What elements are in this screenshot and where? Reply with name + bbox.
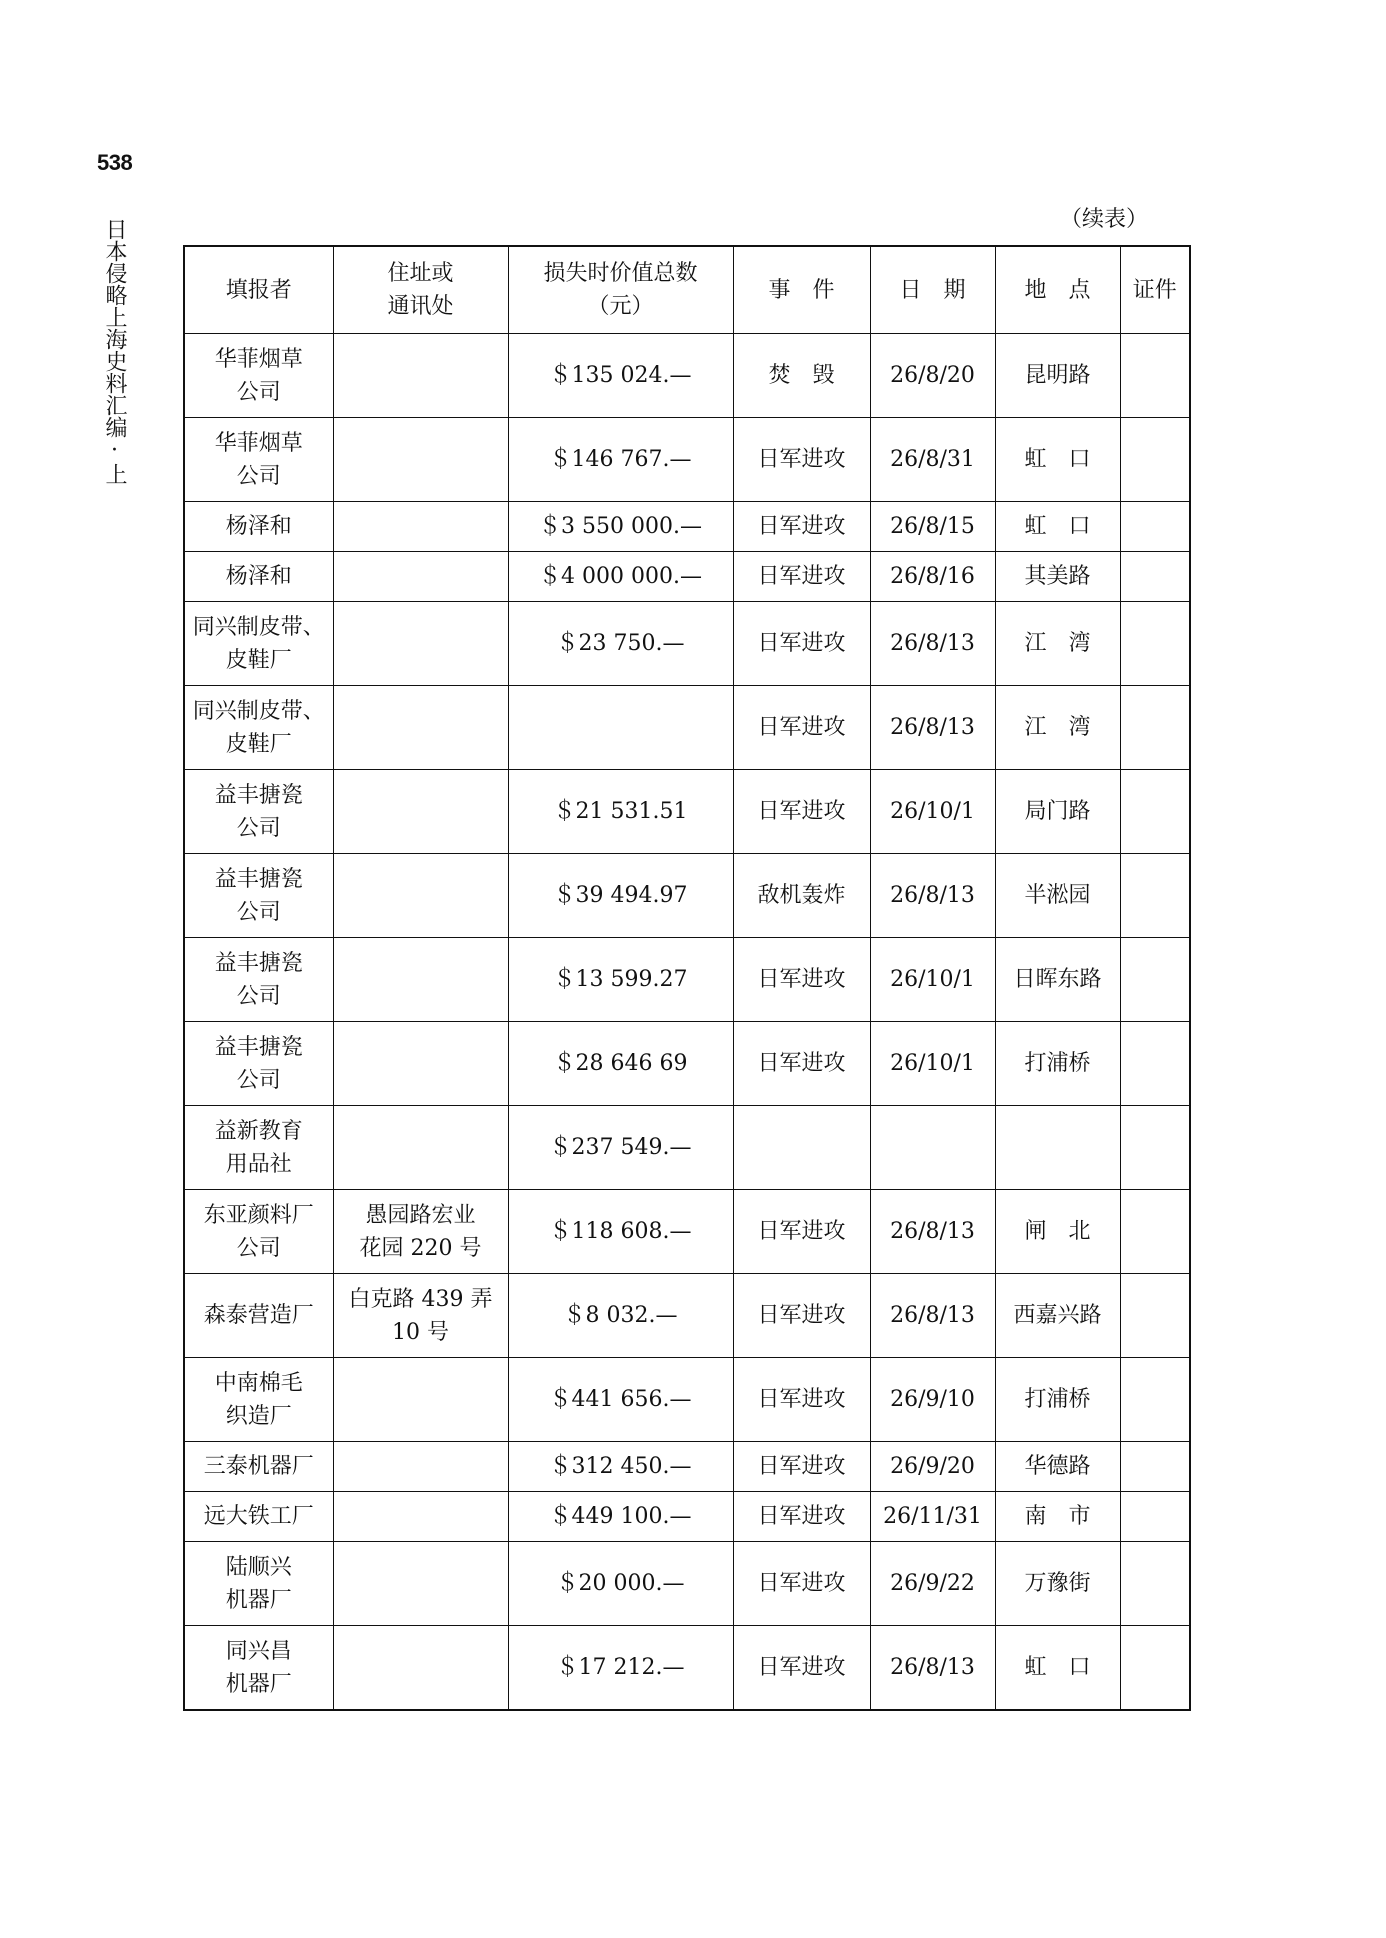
event-cell: 日军进攻 (733, 1358, 870, 1442)
event-cell: 日军进攻 (733, 1492, 870, 1542)
page-number: 538 (97, 150, 133, 175)
amount-cell: ＄8 032.— (508, 1274, 733, 1358)
amount-cell: ＄23 750.— (508, 602, 733, 686)
date-cell: 26/9/22 (870, 1542, 995, 1626)
certificate-cell (1120, 1358, 1190, 1442)
date-cell: 26/8/16 (870, 552, 995, 602)
event-cell: 日军进攻 (733, 418, 870, 502)
address-cell (333, 1358, 508, 1442)
certificate-cell (1120, 1442, 1190, 1492)
address-cell: 愚园路宏业 花园 220 号 (333, 1190, 508, 1274)
event-cell: 日军进攻 (733, 1442, 870, 1492)
event-cell (733, 1106, 870, 1190)
place-cell: 南 市 (995, 1492, 1120, 1542)
header-reporter: 填报者 (184, 246, 333, 334)
amount-cell: ＄17 212.— (508, 1626, 733, 1711)
event-cell: 日军进攻 (733, 1190, 870, 1274)
certificate-cell (1120, 334, 1190, 418)
table-row (184, 686, 1190, 770)
table-row (184, 1626, 1190, 1711)
certificate-cell (1120, 1274, 1190, 1358)
event-cell: 日军进攻 (733, 1542, 870, 1626)
date-cell: 26/8/13 (870, 1274, 995, 1358)
header-place: 地 点 (995, 246, 1120, 334)
place-cell: 虹 口 (995, 1626, 1120, 1711)
reporter-cell: 远大铁工厂 (184, 1492, 333, 1542)
table-row (184, 502, 1190, 552)
amount-cell: ＄21 531.51 (508, 770, 733, 854)
place-cell: 日晖东路 (995, 938, 1120, 1022)
date-cell: 26/9/20 (870, 1442, 995, 1492)
date-cell: 26/10/1 (870, 770, 995, 854)
address-cell (333, 602, 508, 686)
side-title: 日本侵略上海史料汇编·上 (102, 218, 127, 485)
reporter-cell: 益丰搪瓷 公司 (184, 770, 333, 854)
reporter-cell: 益丰搪瓷 公司 (184, 854, 333, 938)
date-cell: 26/10/1 (870, 1022, 995, 1106)
date-cell: 26/9/10 (870, 1358, 995, 1442)
address-cell (333, 1106, 508, 1190)
continued-label: （续表） (1060, 207, 1149, 232)
date-cell: 26/11/31 (870, 1492, 995, 1542)
event-cell: 日军进攻 (733, 602, 870, 686)
certificate-cell (1120, 1106, 1190, 1190)
place-cell: 昆明路 (995, 334, 1120, 418)
event-cell: 日军进攻 (733, 938, 870, 1022)
place-cell: 虹 口 (995, 418, 1120, 502)
amount-cell (508, 686, 733, 770)
date-cell: 26/8/13 (870, 686, 995, 770)
table-row (184, 1442, 1190, 1492)
address-cell (333, 770, 508, 854)
loss-table (183, 245, 1191, 1711)
amount-cell: ＄39 494.97 (508, 854, 733, 938)
address-cell (333, 334, 508, 418)
table-row (184, 1022, 1190, 1106)
address-cell (333, 502, 508, 552)
header-event: 事 件 (733, 246, 870, 334)
reporter-cell: 华菲烟草 公司 (184, 334, 333, 418)
date-cell: 26/8/13 (870, 602, 995, 686)
address-cell (333, 418, 508, 502)
event-cell: 日军进攻 (733, 770, 870, 854)
header-date: 日 期 (870, 246, 995, 334)
amount-cell: ＄3 550 000.— (508, 502, 733, 552)
reporter-cell: 益丰搪瓷 公司 (184, 1022, 333, 1106)
table-row (184, 1190, 1190, 1274)
amount-cell: ＄441 656.— (508, 1358, 733, 1442)
date-cell: 26/8/31 (870, 418, 995, 502)
certificate-cell (1120, 686, 1190, 770)
header-certificate: 证件 (1120, 246, 1190, 334)
reporter-cell: 杨泽和 (184, 502, 333, 552)
certificate-cell (1120, 1190, 1190, 1274)
date-cell: 26/8/13 (870, 854, 995, 938)
certificate-cell (1120, 418, 1190, 502)
address-cell (333, 1492, 508, 1542)
reporter-cell: 三泰机器厂 (184, 1442, 333, 1492)
event-cell: 焚 毁 (733, 334, 870, 418)
header-row (184, 246, 1190, 334)
amount-cell: ＄449 100.— (508, 1492, 733, 1542)
amount-cell: ＄146 767.— (508, 418, 733, 502)
event-cell: 敌机轰炸 (733, 854, 870, 938)
amount-cell: ＄28 646 69 (508, 1022, 733, 1106)
date-cell: 26/8/15 (870, 502, 995, 552)
table-row (184, 1492, 1190, 1542)
certificate-cell (1120, 1492, 1190, 1542)
reporter-cell: 杨泽和 (184, 552, 333, 602)
certificate-cell (1120, 1626, 1190, 1711)
amount-cell: ＄312 450.— (508, 1442, 733, 1492)
table-row (184, 334, 1190, 418)
amount-cell: ＄237 549.— (508, 1106, 733, 1190)
amount-cell: ＄4 000 000.— (508, 552, 733, 602)
place-cell: 江 湾 (995, 686, 1120, 770)
reporter-cell: 益新教育 用品社 (184, 1106, 333, 1190)
certificate-cell (1120, 602, 1190, 686)
place-cell: 打浦桥 (995, 1022, 1120, 1106)
place-cell: 虹 口 (995, 502, 1120, 552)
table-row (184, 1542, 1190, 1626)
header-amount: 损失时价值总数 （元） (508, 246, 733, 334)
address-cell (333, 552, 508, 602)
reporter-cell: 东亚颜料厂 公司 (184, 1190, 333, 1274)
reporter-cell: 同兴制皮带、 皮鞋厂 (184, 686, 333, 770)
place-cell: 半淞园 (995, 854, 1120, 938)
reporter-cell: 中南棉毛 织造厂 (184, 1358, 333, 1442)
event-cell: 日军进攻 (733, 1626, 870, 1711)
place-cell: 江 湾 (995, 602, 1120, 686)
place-cell: 其美路 (995, 552, 1120, 602)
table-row (184, 854, 1190, 938)
table-row (184, 1106, 1190, 1190)
date-cell: 26/10/1 (870, 938, 995, 1022)
table-row (184, 602, 1190, 686)
amount-cell: ＄118 608.— (508, 1190, 733, 1274)
date-cell (870, 1106, 995, 1190)
reporter-cell: 华菲烟草 公司 (184, 418, 333, 502)
place-cell: 打浦桥 (995, 1358, 1120, 1442)
event-cell: 日军进攻 (733, 1274, 870, 1358)
certificate-cell (1120, 1022, 1190, 1106)
address-cell (333, 1542, 508, 1626)
certificate-cell (1120, 502, 1190, 552)
reporter-cell: 陆顺兴 机器厂 (184, 1542, 333, 1626)
address-cell (333, 1022, 508, 1106)
table-row (184, 418, 1190, 502)
table-row (184, 1274, 1190, 1358)
table-body (184, 334, 1190, 1711)
event-cell: 日军进攻 (733, 1022, 870, 1106)
amount-cell: ＄135 024.— (508, 334, 733, 418)
reporter-cell: 森泰营造厂 (184, 1274, 333, 1358)
place-cell: 万豫街 (995, 1542, 1120, 1626)
address-cell (333, 854, 508, 938)
table-row (184, 1358, 1190, 1442)
event-cell: 日军进攻 (733, 502, 870, 552)
address-cell (333, 1626, 508, 1711)
table-row (184, 552, 1190, 602)
place-cell: 华德路 (995, 1442, 1120, 1492)
certificate-cell (1120, 1542, 1190, 1626)
place-cell: 西嘉兴路 (995, 1274, 1120, 1358)
date-cell: 26/8/13 (870, 1190, 995, 1274)
date-cell: 26/8/20 (870, 334, 995, 418)
amount-cell: ＄13 599.27 (508, 938, 733, 1022)
address-cell (333, 938, 508, 1022)
amount-cell: ＄20 000.— (508, 1542, 733, 1626)
reporter-cell: 益丰搪瓷 公司 (184, 938, 333, 1022)
place-cell (995, 1106, 1120, 1190)
address-cell (333, 686, 508, 770)
place-cell: 局门路 (995, 770, 1120, 854)
certificate-cell (1120, 854, 1190, 938)
reporter-cell: 同兴制皮带、 皮鞋厂 (184, 602, 333, 686)
address-cell (333, 1442, 508, 1492)
address-cell: 白克路 439 弄 10 号 (333, 1274, 508, 1358)
header-address: 住址或 通讯处 (333, 246, 508, 334)
place-cell: 闸 北 (995, 1190, 1120, 1274)
date-cell: 26/8/13 (870, 1626, 995, 1711)
event-cell: 日军进攻 (733, 552, 870, 602)
table-row (184, 938, 1190, 1022)
certificate-cell (1120, 938, 1190, 1022)
certificate-cell (1120, 552, 1190, 602)
table-row (184, 770, 1190, 854)
event-cell: 日军进攻 (733, 686, 870, 770)
certificate-cell (1120, 770, 1190, 854)
reporter-cell: 同兴昌 机器厂 (184, 1626, 333, 1711)
